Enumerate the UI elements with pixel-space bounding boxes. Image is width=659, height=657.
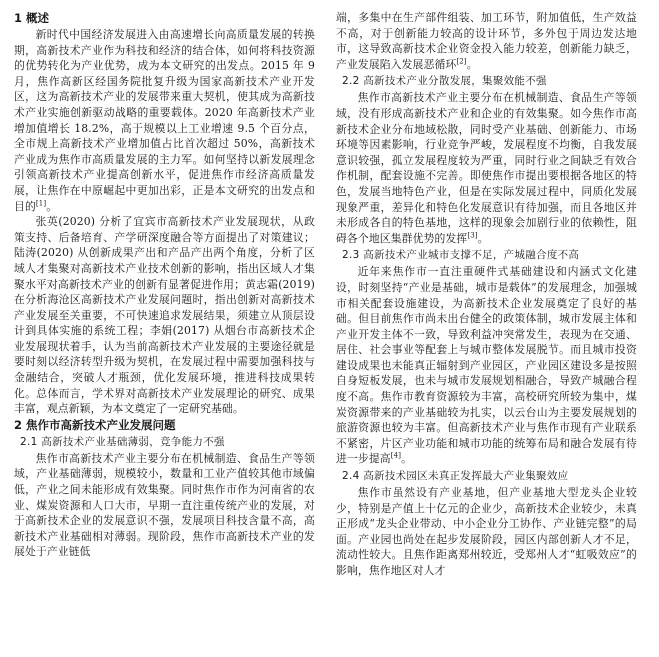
- citation-4: [4]: [390, 451, 402, 460]
- section-2-2-heading: 2.2 高新技术产业分散发展，集聚效能不强: [342, 75, 547, 88]
- citation-2: [2]: [456, 57, 467, 66]
- paragraph-overview: 新时代中国经济发展进入由高速增长向高质量发展的转换期，高新技术产业作为科技和经济的结合体，如何将科技资源的优势转化为产业优势，成为本文研究的出发点。2015 年 9 月，焦作高新区经国务院批复升级为国家高新技术产业开发区，这为高新技术产业的发展带来重大契机，使其成为高新技术产业实施创新驱动战略的重要载体。2020 年高新技术产业增加值增长 18.2%，高于规模以上工业增速 9.5 个百分点，全市规上高新技术产业增加值占比首次超过 50%，高新技术产业成为焦作市高质量发展的主力军。如何坚持以新发展理念引领高新技术产业提高创新水平，促进焦作市经济高质量发展，让焦作在中原崛起中更加出彩，正是本文研究的出发点和目的[1]。: [14, 28, 315, 213]
- right-column: [336, 10, 637, 579]
- paragraph-overview-text: 新时代中国经济发展进入由高速增长向高质量发展的转换期，高新技术产业作为科技和经济的结合体，如何将科技资源的优势转化为产业优势，成为本文研究的出发点。2015 年 9 月，焦作高新区经国务院批复升级为国家高新技术产业开发区，这为高新技术产业的发展带来重大契机，使其成为高新技术产业实施创新驱动战略的重要载体。2020 年高新技术产业增加值增长 18.2%，高于规模以上工业增速 9.5 个百分点，全市规上高新技术产业增加值占比首次超过 50%，高新技术产业成为焦作市高质量发展的主力军。如何坚持以新发展理念引领高新技术产业提高创新水平，促进焦作市经济高质量发展，让焦作在中原崛起中更加出彩，正是本文研究的出发点和目的: [14, 28, 315, 213]
- section-2-4-heading: 2.4 高新技术园区未真正发挥最大产业集聚效应: [342, 470, 569, 483]
- paragraph-2-2: 焦作市高新技术产业主要分布在机械制造、食品生产等领域，没有形成高新技术产业和企业的有效集聚。如今焦作市高新技术企业分布地域松散，同时受产业基础、创新能力、市场环境等因素影响，行业竞争严峻，发展程度不均衡，自我发展意识较强，孤立发展程度较为严重，同时行业之间缺乏有效合作机制，配套设施不完善。即使焦作市提出要根据各地区的特色，发展当地特色产业，但是在实际发展过程中，同质化发展现象严重，差异化和特色化发展意识有待加强，而且各地区并未形成各自的特色基地，这样的现象会加剧行业的依赖性，阻碍各个地区集群优势的发挥[3]。: [336, 91, 637, 245]
- left-column: [14, 10, 315, 560]
- section-2-3-heading: 2.3 高新技术产业城市支撑不足，产城融合度不高: [342, 249, 580, 262]
- paragraph-2-4: 焦作市虽然设有产业基地，但产业基地大型龙头企业较少，特别是产值上十亿元的企业少，高新技术企业较少，未真正形成“龙头企业带动、中小企业分工协作、产业链完整”的局面。产业园也尚处在起步发展阶段，园区内部创新人才不足，流动性较大。且焦作距离郑州较近，受郑州人才“虹吸效应”的影响，焦作地区对人才: [336, 486, 637, 577]
- citation-1: [1]: [35, 198, 47, 207]
- paragraph-2-1: 焦作市高新技术产业主要分布在机械制造、食品生产等领域，产业基础薄弱，规模较小，数量和工业产值较其他市域偏低，产业之间未能形成有效集聚。同时焦作市作为河南省的农业、煤炭资源和人口大市，早期一直注重传统产业的发展，对于高新技术企业的发展意识不强，发展项目科技含量不高，高新技术产业基础相对薄弱。现阶段，焦作市高新技术产业的发展处于产业链低: [14, 451, 315, 559]
- paragraph-2-1-continued: 端，多集中在生产部件组装、加工环节，附加值低，生产效益不高，对于创新能力较高的设计环节，多外包于周边发达地市，这导致高新技术企业资金投入能力较差，创新能力缺乏，产业发展陷入发展恶循环[2]。: [336, 11, 637, 71]
- section-2-heading: 2 焦作市高新技术产业发展问题: [14, 417, 176, 432]
- citation-3: [3]: [467, 231, 478, 240]
- paragraph-literature: 张英(2020) 分析了宜宾市高新技术产业发展现状，从政策支持、后备培育、产学研深度融合等方面提出了对策建议；陆涛(2020) 从创新成果产出和产品产出两个角度，分析了区域人才集聚对高新技术产业技术创新的影响，指出区域人才集聚水平对高新技术产业的创新有显著促进作用；黄志霜(2019) 在分析海沧区高新技术产业发展问题时，指出创新对高新技术产业发展至关重要，不可快速追求发展结果，须建立从顶层设计到具体实施的系统工程；李娟(2017) 从烟台市高新技术企业发展现状着手，认为当前高新技术产业发展的主要途径就是要时刻以经济转型升级为契机，在发展过程中需要加强科技与金融结合，突破人才瓶颈，优化发展环境，推进科技成果转化。总体而言，学术界对高新技术产业发展理论的研究、成果丰富，观点新颖，为本文奠定了一定研究基础。: [14, 215, 315, 416]
- section-1-heading: 1 概述: [14, 11, 50, 25]
- paragraph-2-3: 近年来焦作市一直注重硬件式基础建设和内涵式文化建设，时刻坚持“产业是基础，城市是载体”的发展理念，加强城市相关配套设施建设，为高新技术企业发展奠定了良好的基础。但目前焦作市尚未出台健全的政策体制，城市发展主体和产业开发主体不一致，导致利益冲突常发生，表现为在交通、居住、社会事业等配套上与城市整体发展脱节。而且城市投资建设成果也未能真正辐射到产业园区，产业园区建设多是按照自身短板发展，也未与城市发展规划相融合，导致产城融合程度不高。焦作市教育资源较为丰富，高校研究所较为集中，煤炭资源带来的产业基础较为扎实，以云台山为主要发展规划的旅游资源也较为丰富。但高新技术产业与焦作市现有产业联系不紧密，片区产业功能和城市功能的统筹布局和融合发展有待进一步提高[4]。: [336, 265, 637, 466]
- section-2-1-heading: 2.1 高新技术产业基础薄弱，竞争能力不强: [20, 435, 225, 448]
